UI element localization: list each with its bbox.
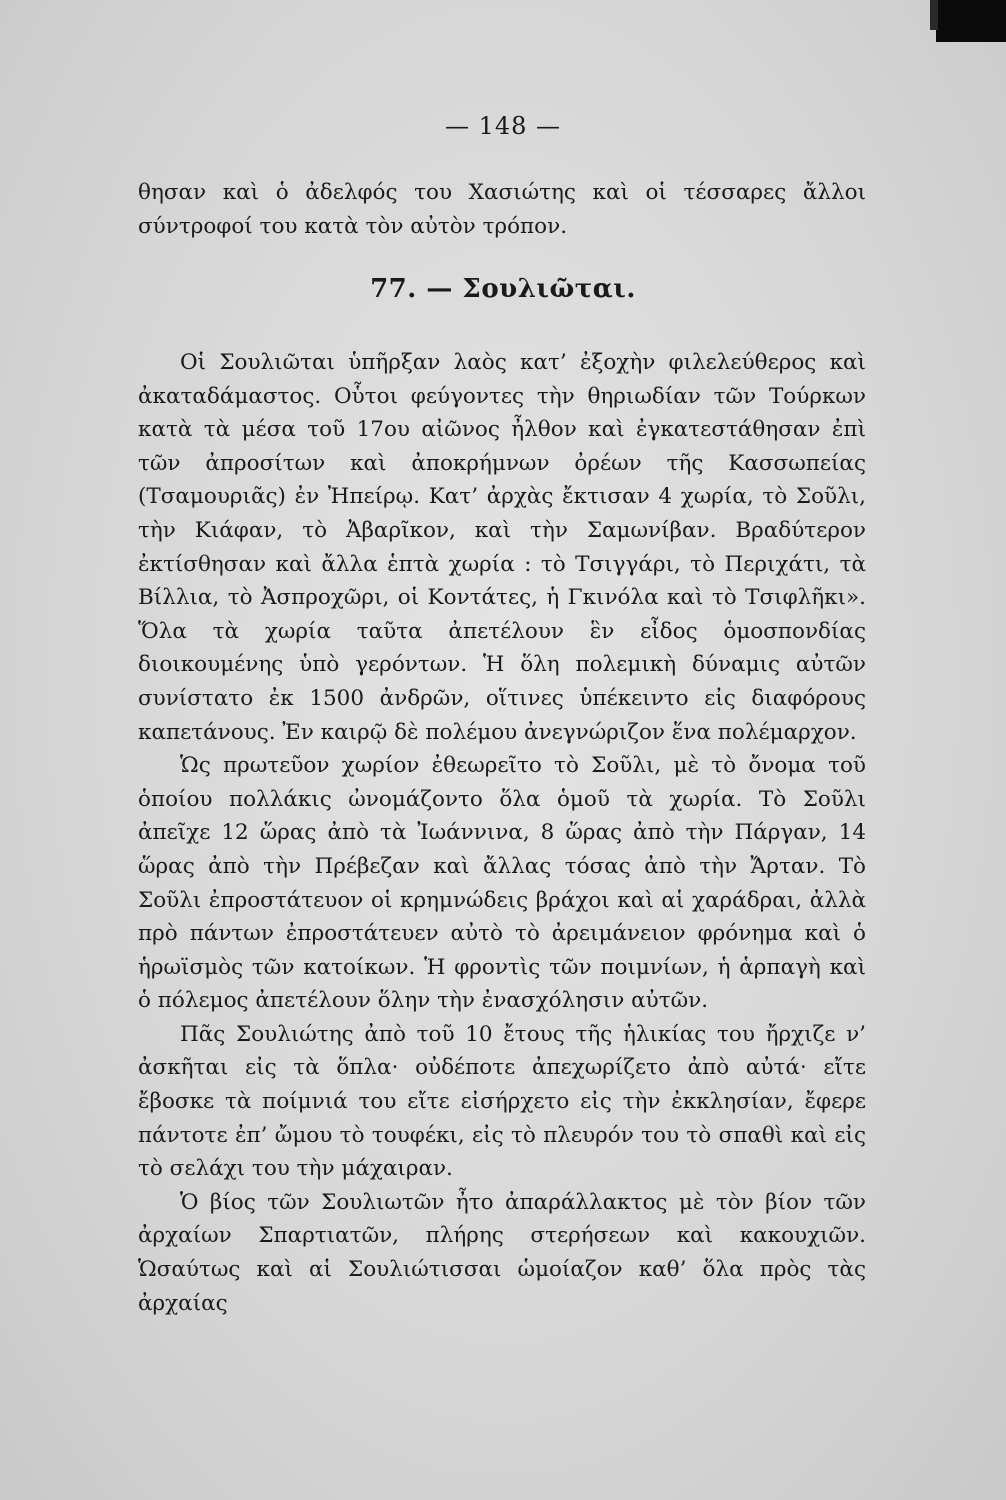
section-heading: 77. — Σουλιῶται.	[370, 274, 636, 304]
page-number: — 148 —	[444, 112, 562, 140]
paragraph-4: Ὁ βίος τῶν Σουλιωτῶν ἦτο ἀπαράλλακτος μὲ τὸν βίον τῶν ἀρχαίων Σπαρτιατῶν, πλήρης στερήσεων καὶ κακουχιῶν. Ὡσαύτως καὶ αἱ Σουλιώτισσαι ὡμοίαζον καθ’ ὅλα πρὸς τὰς ἀρχαίας	[138, 1189, 866, 1316]
scan-corner-mark	[936, 0, 1006, 42]
intro-text-block	[138, 176, 866, 243]
paragraph-1: Οἱ Σουλιῶται ὑπῆρξαν λαὸς κατ’ ἐξοχὴν φιλελεύθερος καὶ ἀκαταδάμαστος. Οὗτοι φεύγοντες τὴν θηριωδίαν τῶν Τούρκων κατὰ τὰ μέσα τοῦ 17ου αἰῶνος ἦλθον καὶ ἐγκατεστάθησαν ἐπὶ τῶν ἀπροσίτων καὶ ἀποκρήμνων ὀρέων τῆς Κασσωπείας (Τσαμουριᾶς) ἐν Ἠπείρῳ. Κατ’ ἀρχὰς ἔκτισαν 4 χωρία, τὸ Σοῦλι, τὴν Κιάφαν, τὸ Ἀβαρῖκον, καὶ τὴν Σαμωνίβαν. Βραδύτερον ἐκτίσθησαν καὶ ἄλλα ἑπτὰ χωρία : τὸ Τσιγγάρι, τὸ Περιχάτι, τὰ Βίλλια, τὸ Ἀσπροχῶρι, οἱ Κοντάτες, ἡ Γκινόλα καὶ τὸ Τσιφλῆκι». Ὅλα τὰ χωρία ταῦτα ἀπετέλουν ἓν εἶδος ὁμοσπονδίας διοικουμένης ὑπὸ γερόντων. Ἡ ὅλη πολεμικὴ δύναμις αὐτῶν συνίστατο ἐκ 1500 ἀνδρῶν, οἵτινες ὑπέκειντο εἰς διαφόρους καπετάνους. Ἐν καιρῷ δὲ πολέμου ἀνεγνώριζον ἕνα πολέμαρχον.	[138, 350, 866, 745]
paragraph-2: Ὡς πρωτεῦον χωρίον ἐθεωρεῖτο τὸ Σοῦλι, μὲ τὸ ὄνομα τοῦ ὁποίου πολλάκις ὠνομάζοντο ὅλα ὁμοῦ τὰ χωρία. Τὸ Σοῦλι ἀπεῖχε 12 ὥρας ἀπὸ τὰ Ἰωάννινα, 8 ὥρας ἀπὸ τὴν Πάργαν, 14 ὥρας ἀπὸ τὴν Πρέβεζαν καὶ ἄλλας τόσας ἀπὸ τὴν Ἄρταν. Τὸ Σοῦλι ἐπροστάτευον οἱ κρημνώδεις βράχοι καὶ αἱ χαράδραι, ἀλλὰ πρὸ πάντων ἐπροστάτευεν αὐτὸ τὸ ἀρειμάνειον φρόνημα καὶ ὁ ἡρωϊσμὸς τῶν κατοίκων. Ἡ φροντὶς τῶν ποιμνίων, ἡ ἁρπαγὴ καὶ ὁ πόλεμος ἀπετέλουν ὅλην τὴν ἐνασχόλησιν αὐτῶν.	[138, 753, 866, 1014]
intro-paragraph: θησαν καὶ ὁ ἀδελφός του Χασιώτης καὶ οἱ τέσσαρες ἄλλοι σύντροφοί του κατὰ τὸν αὐτὸν τρόπον.	[138, 180, 866, 239]
body-text-block	[138, 346, 866, 1320]
paragraph-3: Πᾶς Σουλιώτης ἀπὸ τοῦ 10 ἔτους τῆς ἡλικίας του ἤρχιζε ν’ ἀσκῆται εἰς τὰ ὅπλα· οὐδέποτε ἀπεχωρίζετο ἀπὸ αὐτά· εἴτε ἔβοσκε τὰ ποίμνιά του εἴτε εἰσήρχετο εἰς τὴν ἐκκλησίαν, ἔφερε πάντοτε ἐπ’ ὤμου τὸ τουφέκι, εἰς τὸ πλευρόν του τὸ σπαθὶ καὶ εἰς τὸ σελάχι του τὴν μάχαιραν.	[138, 1021, 866, 1182]
